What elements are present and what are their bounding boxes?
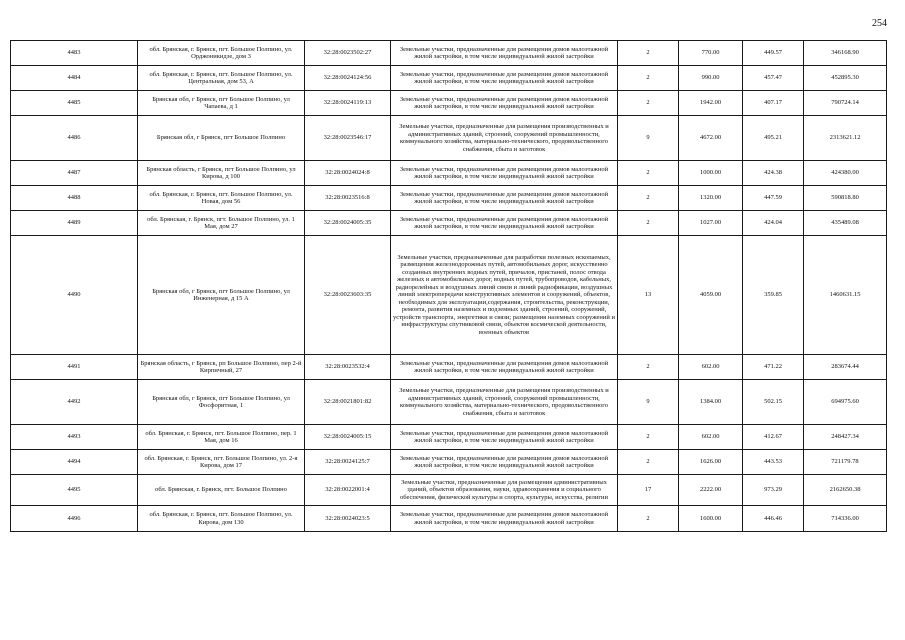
page-number: 254 (872, 18, 887, 29)
row-number: 4483 (11, 41, 138, 66)
row-number: 4496 (11, 506, 138, 532)
cadastral-value: 1460631.15 (804, 236, 887, 355)
address-cell: обл. Брянская, г. Брянск, пгт. Большое Полпино, ул. Кирова, дом 130 (138, 506, 305, 532)
address-cell: обл. Брянская, г. Брянск, пгт. Большое Полпино, ул. 2-я Кирова, дом 17 (138, 450, 305, 475)
use-group-code: 17 (618, 475, 679, 506)
row-number: 4493 (11, 425, 138, 450)
land-use-description: Земельные участки, предназначенные для размещения домов малоэтажной жилой застройки, в том числе индивидуальной жилой застройки (391, 211, 618, 236)
address-cell: обл. Брянская, г. Брянск, пгт. Большое Полпино, ул. Новая, дом 56 (138, 186, 305, 211)
land-use-description: Земельные участки, предназначенные для размещения домов малоэтажной жилой застройки, в том числе индивидуальной жилой застройки (391, 41, 618, 66)
table-row (11, 450, 887, 475)
area: 1600.00 (679, 506, 743, 532)
cadastral-number: 32:28:0024119:13 (305, 91, 391, 116)
area: 1000.00 (679, 161, 743, 186)
address-cell: обл. Брянская, г. Брянск, пгт. Большое Полпино, ул. 1 Мая, дом 27 (138, 211, 305, 236)
cadastral-value: 2313621.12 (804, 116, 887, 161)
cadastral-number: 32:28:0024125:7 (305, 450, 391, 475)
cadastral-value: 283674.44 (804, 355, 887, 380)
use-group-code: 2 (618, 450, 679, 475)
area: 990.00 (679, 66, 743, 91)
area: 1942.00 (679, 91, 743, 116)
specific-value: 407.17 (743, 91, 804, 116)
specific-value: 471.22 (743, 355, 804, 380)
area: 1027.00 (679, 211, 743, 236)
row-number: 4489 (11, 211, 138, 236)
cadastral-number: 32:28:0021801:82 (305, 380, 391, 425)
use-group-code: 9 (618, 116, 679, 161)
address-cell: Брянская обл, г Брянск, пгт Большое Полпино (138, 116, 305, 161)
land-use-description: Земельные участки, предназначенные для размещения домов малоэтажной жилой застройки, в том числе индивидуальной жилой застройки (391, 425, 618, 450)
land-use-description: Земельные участки, предназначенные для размещения домов малоэтажной жилой застройки, в том числе индивидуальной жилой застройки (391, 91, 618, 116)
row-number: 4490 (11, 236, 138, 355)
address-cell: Брянская обл, г Брянск, пгт Большое Полпино, ул Инженерная, д 15 А (138, 236, 305, 355)
specific-value: 446.46 (743, 506, 804, 532)
use-group-code: 2 (618, 186, 679, 211)
cadastral-value: 2162650.38 (804, 475, 887, 506)
area: 602.00 (679, 355, 743, 380)
use-group-code: 9 (618, 380, 679, 425)
cadastral-value: 714336.00 (804, 506, 887, 532)
table-row (11, 116, 887, 161)
use-group-code: 2 (618, 425, 679, 450)
table-row (11, 475, 887, 506)
land-use-description: Земельные участки, предназначенные для размещения производственных и административных зданий, строений, сооружений промышленности, коммунального хозяйства, материально-технического, продовольственного снабжения, сбыта и заготовок (391, 116, 618, 161)
area: 2222.00 (679, 475, 743, 506)
specific-value: 424.38 (743, 161, 804, 186)
address-cell: Брянская обл, г Брянск, пгт Большое Полпино, ул Чапаева, д 1 (138, 91, 305, 116)
use-group-code: 13 (618, 236, 679, 355)
address-cell: обл. Брянская, г. Брянск, пгт. Большое Полпино, ул. Центральная, дом 53, А (138, 66, 305, 91)
table-row (11, 380, 887, 425)
use-group-code: 2 (618, 91, 679, 116)
cadastral-value-table (10, 40, 887, 532)
address-cell: обл. Брянская, г. Брянск, пгт. Большое Полпино, пер. 1 Мая, дом 16 (138, 425, 305, 450)
area: 1384.00 (679, 380, 743, 425)
cadastral-value: 424380.00 (804, 161, 887, 186)
cadastral-number: 32:28:0023532:4 (305, 355, 391, 380)
specific-value: 502.15 (743, 380, 804, 425)
row-number: 4495 (11, 475, 138, 506)
land-use-description: Земельные участки, предназначенные для размещения домов малоэтажной жилой застройки, в том числе индивидуальной жилой застройки (391, 186, 618, 211)
address-cell: обл. Брянская, г. Брянск, пгт. Большое Полпино, ул. Орджоникидзе, дом 3 (138, 41, 305, 66)
cadastral-number: 32:28:0023546:17 (305, 116, 391, 161)
cadastral-number: 32:28:0022001:4 (305, 475, 391, 506)
table-row (11, 425, 887, 450)
address-cell: обл. Брянская, г. Брянск, пгт. Большое Полпино (138, 475, 305, 506)
row-number: 4485 (11, 91, 138, 116)
row-number: 4487 (11, 161, 138, 186)
land-use-description: Земельные участки, предназначенные для размещения домов малоэтажной жилой застройки, в том числе индивидуальной жилой застройки (391, 450, 618, 475)
table-row (11, 161, 887, 186)
use-group-code: 2 (618, 355, 679, 380)
table-row (11, 66, 887, 91)
specific-value: 359.85 (743, 236, 804, 355)
cadastral-value: 590818.80 (804, 186, 887, 211)
use-group-code: 2 (618, 506, 679, 532)
cadastral-number: 32:28:0023603:35 (305, 236, 391, 355)
table-row (11, 236, 887, 355)
use-group-code: 2 (618, 211, 679, 236)
row-number: 4484 (11, 66, 138, 91)
address-cell: Брянская область, г Брянск, рп Большое Полпино, пер 2-й Кирпичный, 27 (138, 355, 305, 380)
area: 602.00 (679, 425, 743, 450)
table-row (11, 506, 887, 532)
land-use-description: Земельные участки, предназначенные для размещения домов малоэтажной жилой застройки, в том числе индивидуальной жилой застройки (391, 161, 618, 186)
land-use-description: Земельные участки, предназначенные для размещения домов малоэтажной жилой застройки, в том числе индивидуальной жилой застройки (391, 66, 618, 91)
table-row (11, 41, 887, 66)
specific-value: 449.57 (743, 41, 804, 66)
specific-value: 447.59 (743, 186, 804, 211)
row-number: 4488 (11, 186, 138, 211)
specific-value: 424.04 (743, 211, 804, 236)
cadastral-number: 32:28:0024024:8 (305, 161, 391, 186)
table-row (11, 355, 887, 380)
address-cell: Брянская обл, г Брянск, пгт Большое Полпино, ул Фосфоритная, 1 (138, 380, 305, 425)
cadastral-value: 452895.30 (804, 66, 887, 91)
cadastral-number: 32:28:0024005:35 (305, 211, 391, 236)
land-use-description: Земельные участки, предназначенные для размещения домов малоэтажной жилой застройки, в том числе индивидуальной жилой застройки (391, 355, 618, 380)
use-group-code: 2 (618, 66, 679, 91)
area: 1626.00 (679, 450, 743, 475)
area: 4672.00 (679, 116, 743, 161)
land-use-description: Земельные участки, предназначенные для размещения домов малоэтажной жилой застройки, в том числе индивидуальной жилой застройки (391, 506, 618, 532)
specific-value: 495.21 (743, 116, 804, 161)
table-row (11, 211, 887, 236)
row-number: 4486 (11, 116, 138, 161)
cadastral-value: 721179.78 (804, 450, 887, 475)
area: 4059.00 (679, 236, 743, 355)
cadastral-number: 32:28:0024023:5 (305, 506, 391, 532)
cadastral-value: 790724.14 (804, 91, 887, 116)
cadastral-value: 694975.60 (804, 380, 887, 425)
cadastral-value: 346168.90 (804, 41, 887, 66)
cadastral-value: 248427.34 (804, 425, 887, 450)
row-number: 4491 (11, 355, 138, 380)
land-use-description: Земельные участки, предназначенные для размещения административных зданий, объектов образования, науки, здравоохранения и социального обеспечения, физической культуры и спорта, культуры, искусства, религии (391, 475, 618, 506)
row-number: 4492 (11, 380, 138, 425)
cadastral-number: 32:28:0024005:15 (305, 425, 391, 450)
land-use-description: Земельные участки, предназначенные для размещения производственных и административных зданий, строений, сооружений промышленности, коммунального хозяйства, материально-технического, продовольственного снабжения, сбыта и заготовок (391, 380, 618, 425)
address-cell: Брянская область, г Брянск, пгт Большое Полпино, ул Кирова, д 100 (138, 161, 305, 186)
area: 1320.00 (679, 186, 743, 211)
specific-value: 412.67 (743, 425, 804, 450)
specific-value: 443.53 (743, 450, 804, 475)
table-row (11, 91, 887, 116)
cadastral-number: 32:28:0023502:27 (305, 41, 391, 66)
cadastral-number: 32:28:0024124:56 (305, 66, 391, 91)
specific-value: 973.29 (743, 475, 804, 506)
land-use-description: Земельные участки, предназначенные для разработки полезных ископаемых, размещения железнодорожных путей, автомобильных дорог, искусственно созданных внутренних водных путей, причалов, пристаней, полос отвода железных и автомобильных дорог, водных путей, трубопроводов, кабельных, радиорелейных и воздушных линий связи и линий радиофикации, воздушных линий электропередачи конструктивных элементов и сооружений, объектов, необходимых для эксплуатации,содержания, строительства, реконструкции, ремонта, развития наземных и подземных зданий, строений, сооружений, устройств транспорта, энергетики и связи; размещения наземных сооружений и инфраструктуры спутниковой связи, объектов космической деятельности, военных объектов (391, 236, 618, 355)
use-group-code: 2 (618, 161, 679, 186)
cadastral-number: 32:28:0023516:8 (305, 186, 391, 211)
cadastral-value: 435489.08 (804, 211, 887, 236)
area: 770.00 (679, 41, 743, 66)
use-group-code: 2 (618, 41, 679, 66)
specific-value: 457.47 (743, 66, 804, 91)
table-row (11, 186, 887, 211)
row-number: 4494 (11, 450, 138, 475)
